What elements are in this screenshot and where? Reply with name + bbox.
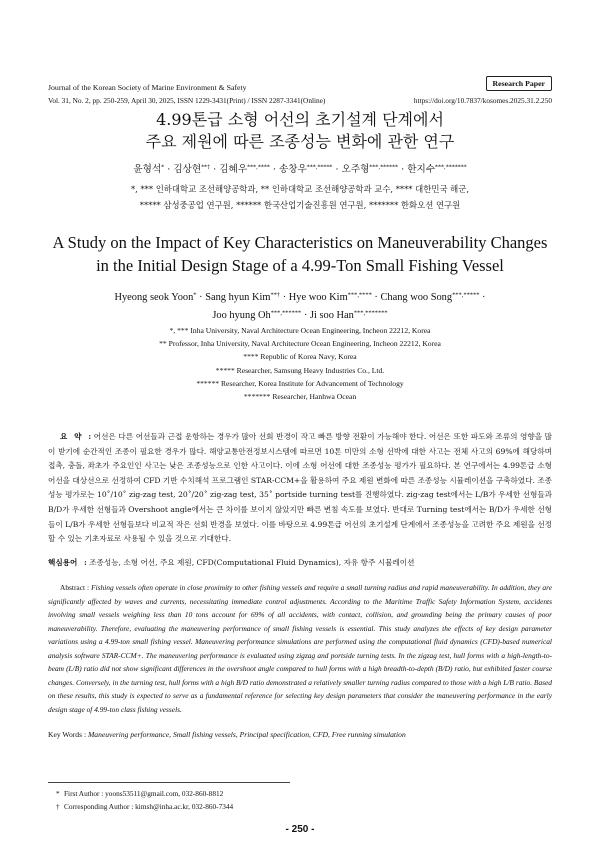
author-marker: * [193, 291, 197, 299]
affiliation-line: ** Professor, Inha University, Naval Architecture Ocean Engineering, Incheon 22212, Korea [159, 339, 441, 349]
author-line [0, 307, 600, 325]
article-type-badge: Research Paper [486, 76, 552, 91]
author-marker: ***,****** [369, 163, 399, 171]
affiliation-line: *, *** 인하대학교 조선해양공학과, ** 인하대학교 조선해양공학과 교수, **** 대한민국 해군, [130, 184, 470, 194]
author-separator: · [401, 164, 405, 175]
author-name: Hyeong seok Yoon [114, 292, 194, 303]
author-name: Chang woo Song [380, 292, 453, 303]
korean-title-line: 4.99톤급 소형 어선의 초기설계 단계에서 [156, 110, 444, 129]
korean-title-line: 주요 제원에 따른 조종성능 변화에 관한 연구 [145, 132, 455, 151]
affiliation-line: ******* Researcher, Hanhwa Ocean [243, 392, 357, 402]
author-name: Hye woo Kim [288, 292, 348, 303]
english-affiliations [0, 324, 600, 403]
affiliation-line: ***** Researcher, Samsung Heavy Industries Co., Ltd. [215, 365, 385, 375]
page-number: - 250 - [285, 824, 315, 835]
english-title-line: in the Initial Design Stage of a 4.99-Ton Small Fishing Vessel [96, 256, 504, 275]
author-marker: ***,**** [247, 163, 270, 171]
author-name: 오주형 [341, 164, 370, 175]
doi-link[interactable]: https://doi.org/10.7837/kosomes.2025.31.2.250 [413, 96, 552, 105]
english-keywords [48, 728, 552, 742]
korean-keywords [48, 556, 552, 570]
english-abstract-label: Abstract : [60, 583, 90, 593]
author-name: 윤형석 [133, 164, 162, 175]
author-marker: ***,***** [306, 163, 333, 171]
author-marker: **† [270, 291, 281, 299]
affiliation-line: ***** 삼성중공업 연구원, ****** 한국산업기술진흥원 연구원, ******* 한화오션 연구원 [139, 200, 461, 210]
author-marker: ***,****** [270, 309, 302, 317]
korean-title [0, 109, 600, 153]
author-marker: ***,******* [435, 163, 467, 171]
footnote-divider [48, 782, 290, 783]
author-separator: · [167, 164, 171, 175]
korean-affiliations [0, 181, 600, 213]
author-marker: * [161, 163, 165, 171]
author-separator: · [335, 164, 339, 175]
author-separator: · [213, 164, 217, 175]
author-line [0, 289, 600, 307]
author-separator: · [272, 164, 276, 175]
author-name: 송창우 [278, 164, 307, 175]
korean-abstract-label: 요 약 : [60, 432, 92, 441]
author-separator: · [303, 310, 308, 321]
affiliation-line: ****** Researcher, Korea Institute for Advancement of Technology [196, 378, 404, 388]
korean-keywords-text: 조종성능, 소형 어선, 주요 제원, CFD(Computational Fluid Dynamics), 자유 항주 시뮬레이션 [89, 557, 415, 567]
journal-name: Journal of the Korean Society of Marine Environment & Safety [48, 83, 247, 92]
author-name: Ji soo Han [309, 310, 354, 321]
footnote-corresponding-author [56, 800, 233, 813]
footnote-first-author [56, 787, 233, 800]
author-name: Sang hyun Kim [205, 292, 271, 303]
author-marker: ***,******* [353, 309, 388, 317]
footnote-text: First Author : yoons53511@gmail.com, 032-860-8812 [64, 789, 224, 798]
english-author-list [0, 289, 600, 325]
english-title-line: A Study on the Impact of Key Characteristics on Maneuverability Changes [52, 233, 548, 252]
korean-abstract-text: 어선은 다른 어선들과 근접 운항하는 경우가 많아 선회 반경이 작고 빠른 방향 전환이 가능해야 한다. 어선은 또한 파도와 조류의 영향을 많이 받기에 순간적인 조종이 필요한 경우가 많다. 해양교통안전정보시스템에 따르면 10톤 미만의 소형 선박에 대한 사고는 전체 사고의 69%에 해당하며 접촉, 충돌, 좌초가 주요인인 사고는 낮은 조종성능으로 인한 사고이다. 이에 소형 어선에 대한 조종성능 평가가 필요하다. 본 연구에서는 4.99톤급 소형 어선을 대상선으로 선정하여 CFD 기반 수치해석 프로그램인 STAR-CCM+을 활용하여 주요 제원 변화에 따른 조종성능 시뮬레이션을 구축하였다. 조종 성능 평가로는 10˚/10˚ zig-zag test, 20˚/20˚ zig-zag test, 35˚ portside turning test를 진행하였다. zig-zag test에서는 L/B가 우세한 선형들과 B/D가 우세한 선형들과 Overshoot angle에서는 큰 차이를 보이지 않았지만 빠른 변침 속도를 보였다. 반대로 Turning test에서는 B/D가 우세한 선형들이 L/B가 우세한 선형들보다 비교적 작은 선회 반경을 보였다. 이를 바탕으로 4.99톤급 어선의 초기설계 단계에서 조종성능을 고려한 주요 제원을 선정할 수 있는 기초자료로 사용될 수 있을 것으로 기대한다. [48, 432, 552, 544]
english-abstract-text: Fishing vessels often operate in close proximity to other fishing vessels and require a small turning radius and rapid maneuverability. In addition, they are significantly affected by waves and currents, necessitating immediate control adjustments. According to the Maritime Traffic Safety Information System, accidents involving small vessels weighing less than 10 tons account for 69% of all accidents, with contact, collision, and grounding being the primary causes of poor maneuverability. Therefore, evaluating the maneuvering performance of small fishing vessels is essential. This study analyzes the effects of key design parameter variations using a 4.99-ton small fishing vessel. Maneuvering performance simulations are performed using the computational fluid dynamics (CFD)-based numerical analysis software STAR-CCM+. The maneuvering performance is evaluated using zigzag and portside turning tests. In the zigzag test, hull forms with a high-length-to-beam (L/B) ratio did not show significant differences in the overshoot angle compared to hull forms with a high breadth-to-depth (B/D) ratio, but exhibited faster course changes. Conversely, in the turning test, hull forms with a high B/D ratio demonstrated a relatively smaller turning radius compared to those with a high L/B ratio. Based on these results, this study is expected to serve as a fundamental reference for selecting key design parameters that consider the maneuvering performance in the early design stage of 4.99-ton class fishing vessels. [48, 583, 553, 714]
abstract-section [48, 430, 552, 742]
author-name: Joo hyung Oh [212, 310, 271, 321]
author-separator: · [199, 292, 203, 303]
korean-author-list [0, 163, 600, 177]
korean-keywords-label: 핵심용어 : [48, 557, 87, 567]
footnotes [56, 787, 233, 813]
author-separator: · [282, 292, 287, 303]
author-name: 한지수 [407, 164, 436, 175]
korean-abstract [48, 430, 552, 547]
author-name: 김상현 [173, 164, 202, 175]
english-keywords-label: Key Words : [48, 729, 87, 739]
footnote-marker: † [56, 802, 60, 811]
author-marker: ***,**** [347, 291, 372, 299]
affiliation-line: *, *** Inha University, Naval Architecture Ocean Engineering, Incheon 22212, Korea [169, 326, 431, 335]
english-title [48, 231, 552, 277]
author-separator: · [482, 292, 486, 303]
english-abstract [48, 581, 552, 716]
author-separator: · [374, 292, 378, 303]
author-name: 김혜우 [219, 164, 248, 175]
author-marker: ***,***** [452, 291, 480, 299]
affiliation-line: **** Republic of Korea Navy, Korea [243, 352, 357, 362]
footnote-text: Corresponding Author : kimsh@inha.ac.kr, 032-860-7344 [64, 802, 234, 811]
citation-info: Vol. 31, No. 2, pp. 250-259, April 30, 2025, ISSN 1229-3431(Print) / ISSN 2287-3341(Online) [48, 96, 326, 105]
footnote-marker: * [56, 789, 60, 798]
author-marker: **† [201, 163, 211, 171]
english-keywords-text: Maneuvering performance, Small fishing vessels, Principal specification, CFD, Free running simulation [87, 729, 406, 739]
